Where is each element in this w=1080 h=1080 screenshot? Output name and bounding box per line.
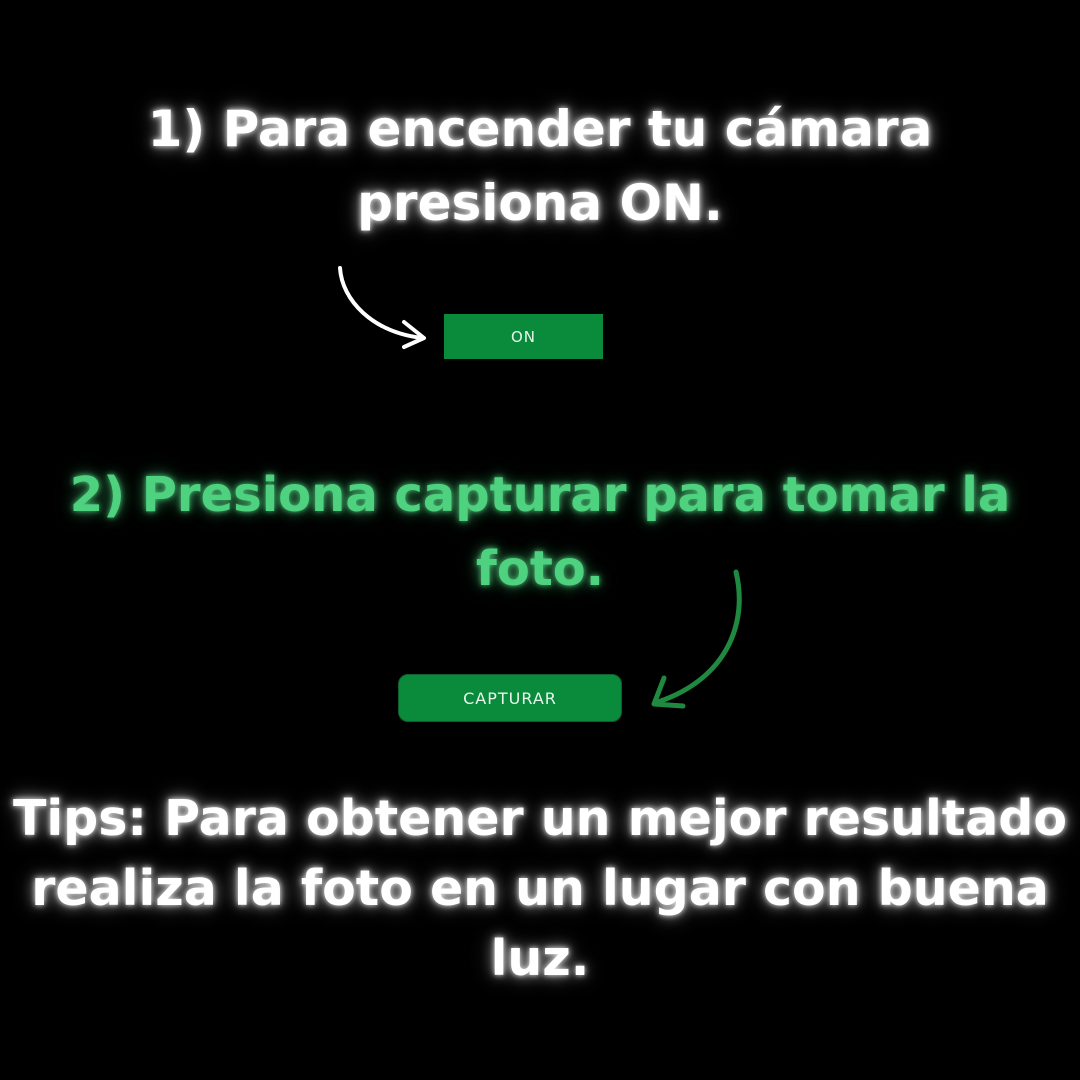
step1-instruction: 1) Para encender tu cámara presiona ON. bbox=[147, 100, 933, 232]
on-button[interactable]: ON bbox=[444, 314, 603, 359]
tips-text: Tips: Para obtener un mejor resultado realiza la foto en un lugar con buena luz. bbox=[12, 790, 1068, 987]
step2-instruction: 2) Presiona capturar para tomar la foto. bbox=[69, 467, 1011, 597]
capture-button[interactable]: CAPTURAR bbox=[398, 674, 622, 722]
